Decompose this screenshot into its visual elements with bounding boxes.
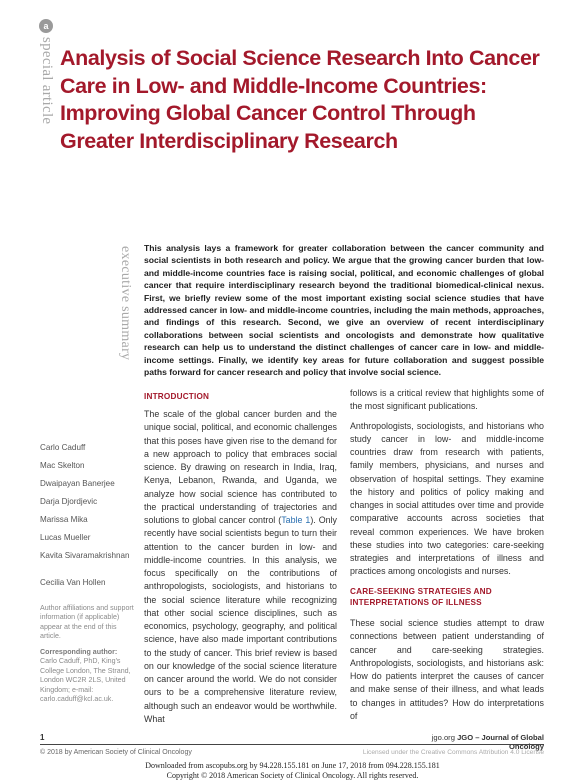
article-type-label: special article bbox=[39, 37, 55, 125]
body-text: ). Only recently have social scientists begun to turn their attention to the cancer burden in low- and middle-income countries. In this analysis, we focus specifically on the contributions of anthropologists, sociologists, and historians to the social science literature while recognizing that other social science disciplines, such as economics, psychology, geography, and political science, have also made important contributions to the study of cancer. This brief review is based on our knowledge of the social science literature on cancer around the world. We do not consider ours to be a comprehensive literature review, although such an endeavor would be worthwhile. What bbox=[144, 515, 337, 724]
column-two-top bbox=[350, 387, 544, 579]
copyright-notice: © 2018 by American Society of Clinical Oncology bbox=[40, 749, 192, 756]
author-name[interactable]: Cecilia Van Hollen bbox=[40, 578, 106, 587]
footer-divider bbox=[40, 744, 544, 745]
executive-summary-label: executive summary bbox=[118, 246, 133, 361]
journal-url-link[interactable]: jgo.org bbox=[431, 733, 455, 742]
author-name[interactable]: Darja Djordjevic bbox=[40, 497, 98, 506]
executive-summary: This analysis lays a framework for greater collaboration between the cancer community and social scientists in both research and policy. We argue that the growing cancer burden that low- and middle-income countries face is raising social, political, and economic challenges of global cancer that require interdisciplinary research beyond the traditional biomedical-clinical nexus. First, we briefly review some of the most important existing social science studies that have addressed cancer in low- and middle-income countries, including the main methods, approaches, and findings of this research. Second, we give an overview of recent interdisciplinary collaborations between social scientists and oncologists and demonstrate how qualitative research can help us to understand the distinct challenges of cancer care in low- and middle-income settings. Finally, we identify key areas for future collaboration and suggest possible paths forward for cancer research and policy that involve social science. bbox=[144, 243, 544, 378]
author-name[interactable]: Carlo Caduff bbox=[40, 443, 86, 452]
section-heading-care-seeking: CARE-SEEKING STRATEGIES AND INTERPRETATIONS OF ILLNESS bbox=[350, 587, 492, 607]
author-name[interactable]: Lucas Mueller bbox=[40, 533, 91, 542]
author-name[interactable]: Mac Skelton bbox=[40, 461, 85, 470]
author-name[interactable]: Dwaipayan Banerjee bbox=[40, 479, 115, 488]
license-notice: Licensed under the Creative Commons Attribution 4.0 License bbox=[362, 749, 544, 756]
introduction-paragraph bbox=[144, 408, 337, 726]
corresponding-author bbox=[40, 648, 135, 704]
article-title: Analysis of Social Science Research Into Cancer Care in Low- and Middle-Income Countries: Improving Global Cancer Control Through Greater Interdisciplinary Research bbox=[60, 46, 540, 153]
affiliations-note: Author affiliations and support information (if applicable) appear at the end of this article. bbox=[40, 604, 134, 641]
author-name[interactable]: Kavita Sivaramakrishnan bbox=[40, 551, 130, 560]
corresponding-author-label: Corresponding author: bbox=[40, 648, 118, 656]
download-copyright: Copyright © 2018 American Society of Clinical Oncology. All rights reserved. bbox=[166, 771, 419, 780]
body-paragraph: Anthropologists, sociologists, and historians who study cancer in low- and middle-income countries draw from research with patients, family members, physicians, and nurses and observation of hospital settings. They examine the history and politics of policy making and changes in social attitudes over time and provide comparative accounts across societies that reveal common experiences. We have broken these studies into two categories: care-seeking strategies and interpretations of illness and practices among oncologists and nurses. bbox=[350, 420, 544, 577]
download-notice: Downloaded from ascopubs.org by 94.228.155.181 on June 17, 2018 from 094.228.155.181 bbox=[145, 761, 440, 770]
journal-name: Journal of Global Oncology bbox=[481, 733, 544, 751]
author-name[interactable]: Marissa Mika bbox=[40, 515, 88, 524]
body-paragraph: These social science studies attempt to draw connections between patient understanding of cancer and care-seeking strategies. Anthropologists, sociologists, and historians ask: How do patients interpret the causes of cancer and make sense of their illness, and what leads to changes in attitudes? How do interpretations of bbox=[350, 618, 544, 721]
corresponding-author-details: Carlo Caduff, PhD, King's College London, The Strand, London WC2R 2LS, United Kingdom; e-mail: carlo.caduff@kcl.ac.uk. bbox=[40, 657, 131, 704]
table-citation-link[interactable]: Table 1 bbox=[281, 515, 311, 525]
open-access-icon: a bbox=[39, 19, 53, 33]
body-text: The scale of the global cancer burden and the unique social, political, and economic challenges that this poses have given rise to the demand for a new approach to policy that embraces social science. By drawing on research in India, Iraq, Kenya, Lebanon, Rwanda, and Uganda, we analyze how social science has contributed to the practical understanding of trajectories and solutions to global cancer control ( bbox=[144, 409, 337, 525]
body-paragraph: follows is a critical review that highlights some of the most significant publications. bbox=[350, 388, 544, 412]
section-heading-introduction: INTRODUCTION bbox=[144, 392, 210, 401]
page-number: 1 bbox=[40, 733, 45, 742]
journal-abbrev: JGO – bbox=[454, 733, 482, 742]
